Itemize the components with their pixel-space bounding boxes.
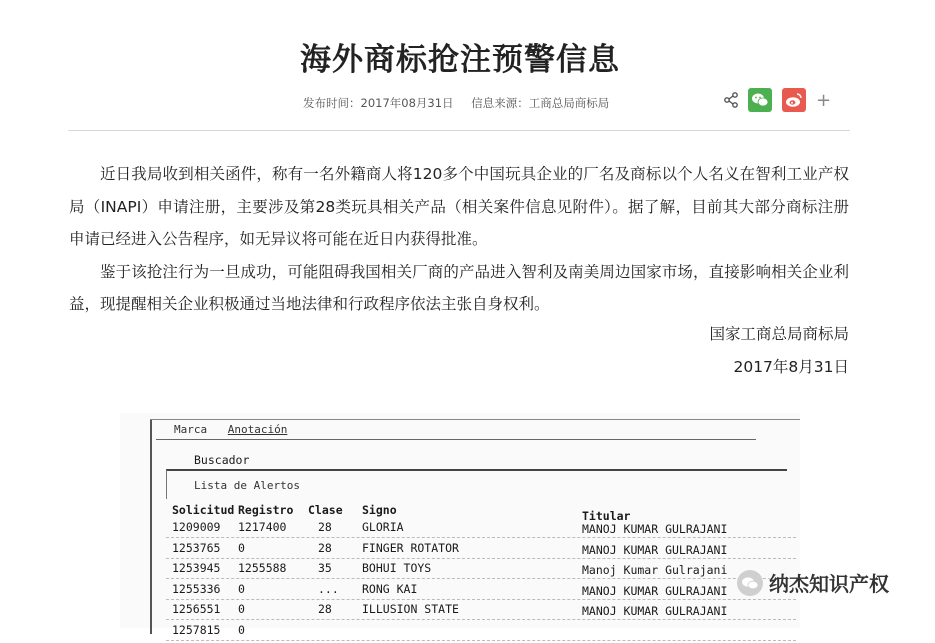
scan-row-separator — [166, 640, 796, 642]
divider — [68, 130, 850, 131]
scan-frame-top — [150, 419, 800, 420]
scan-header-registro: Registro — [238, 503, 294, 517]
scan-cell-registro: 1255588 — [238, 561, 287, 575]
scan-buscador: Buscador — [194, 453, 250, 467]
scan-cell-clase: 28 — [318, 520, 332, 534]
paragraph-1: 近日我局收到相关函件，称有一名外籍商人将120多个中国玩具企业的厂名及商标以个人名义在智利工业产权局（INAPI）申请注册，主要涉及第28类玩具相关产品（相关案件信息见附件）。据了解，目前其大部分商标注册申请已经进入公告程序，如无异议将可能在近日内获得批准。 — [69, 165, 849, 248]
scan-cell-titular: MANOJ KUMAR GULRAJANI — [582, 542, 728, 557]
scan-cell-clase: 28 — [318, 540, 332, 555]
scan-cell-titular: MANOJ KUMAR GULRAJANI — [582, 583, 728, 598]
watermark-text: 纳杰知识产权 — [769, 572, 889, 596]
scan-cell-signo: GLORIA — [362, 520, 404, 534]
scan-header-clase: Clase — [308, 503, 343, 517]
scan-row-separator — [166, 558, 796, 560]
scan-row-separator — [166, 578, 796, 580]
more-share-button[interactable]: + — [816, 89, 832, 111]
scan-tabs — [174, 423, 287, 436]
scan-cell-signo: RONG KAI — [362, 581, 418, 596]
scan-cell-titular: MANOJ KUMAR GULRAJANI — [582, 604, 728, 618]
scan-cell-signo: FINGER ROTATOR — [362, 540, 459, 555]
scan-cell-solicitud: 1253945 — [172, 561, 221, 575]
scan-cell-registro: 0 — [238, 622, 245, 637]
scan-cell-registro: 0 — [238, 581, 245, 596]
scan-tab-line — [156, 439, 756, 440]
scan-cell-titular: MANOJ KUMAR GULRAJANI — [582, 522, 728, 536]
scan-cell-clase: ... — [318, 581, 339, 596]
scan-row-separator — [166, 537, 796, 539]
scan-tab-marca: Marca — [174, 423, 208, 436]
scan-tab-anotacion: Anotación — [227, 423, 288, 436]
scan-cell-signo: ILLUSION STATE — [362, 602, 459, 616]
paragraph-2: 鉴于该抢注行为一旦成功，可能阻碍我国相关厂商的产品进入智利及南美周边国家市场，直接影响相关企业利益，现提醒相关企业积极通过当地法律和行政程序依法主张自身权利。 — [69, 262, 849, 313]
wechat-logo-icon — [737, 570, 763, 596]
scan-cell-titular: Manoj Kumar Gulrajani — [582, 563, 728, 577]
weibo-icon[interactable] — [782, 88, 806, 112]
info-source: 信息来源：工商总局商标局 — [471, 96, 610, 110]
scan-header-signo: Signo — [362, 503, 397, 517]
scan-cell-solicitud: 1209009 — [172, 520, 221, 534]
share-icon[interactable] — [720, 89, 742, 111]
publish-time: 发布时间：2017年08月31日 — [303, 96, 454, 110]
scan-cell-registro: 0 — [238, 602, 245, 616]
wechat-icon[interactable] — [748, 88, 772, 112]
scan-cell-signo: BOHUI TOYS — [362, 561, 432, 575]
scan-lista: Lista de Alertos — [194, 479, 300, 492]
scan-header-solicitud: Solicitud — [172, 503, 235, 517]
scanned-attachment-image — [120, 413, 800, 637]
scan-cell-clase: 28 — [318, 602, 332, 616]
scan-cell-solicitud: 1257815 — [172, 622, 221, 637]
page-title: 海外商标抢注预警信息 — [300, 42, 620, 78]
scan-row-separator — [166, 599, 796, 601]
scan-cell-registro: 1217400 — [238, 520, 287, 534]
scan-cell-solicitud: 1253765 — [172, 540, 221, 555]
watermark — [737, 568, 889, 597]
scan-header-titular: Titular — [582, 509, 631, 523]
share-bar — [720, 88, 831, 112]
scan-cell-registro: 0 — [238, 540, 245, 555]
article-body — [69, 158, 849, 321]
signature-date: 2017年8月31日 — [733, 358, 849, 376]
scan-cell-solicitud: 1256551 — [172, 602, 221, 616]
signature-org: 国家工商总局商标局 — [709, 325, 849, 343]
article-meta — [303, 95, 623, 111]
scan-cell-solicitud: 1255336 — [172, 581, 221, 596]
scan-row-separator — [166, 619, 796, 621]
scan-cell-clase: 35 — [318, 561, 332, 575]
